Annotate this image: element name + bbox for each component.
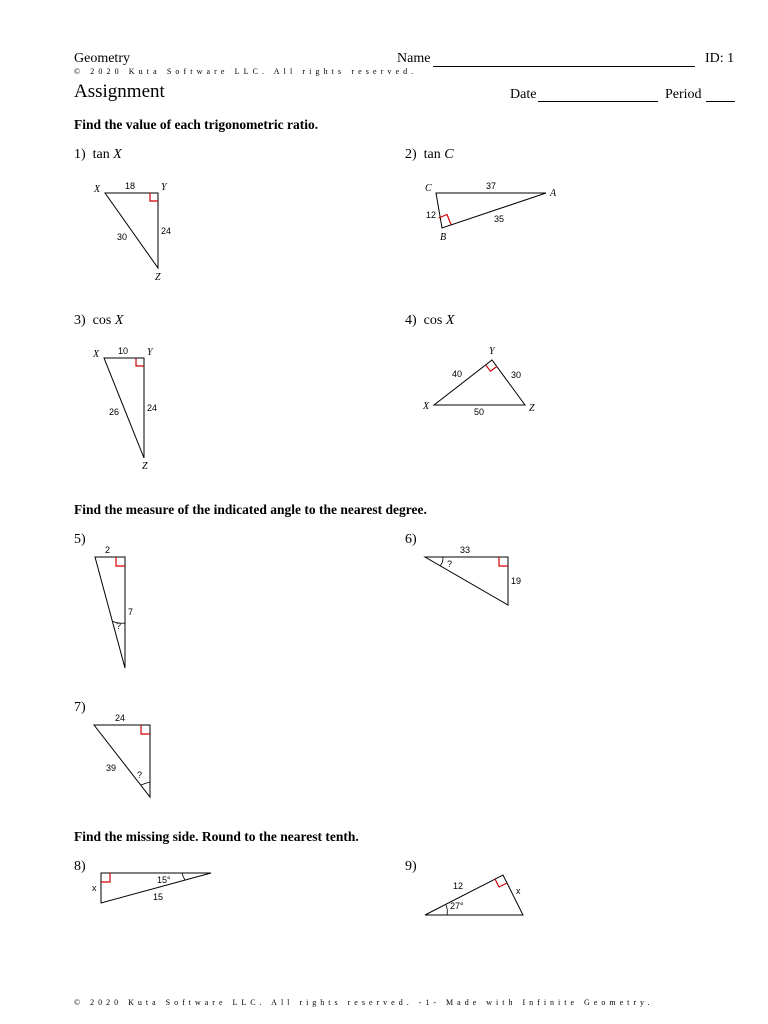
triangle-problem-3 <box>92 346 157 472</box>
vertex-label: X <box>94 184 101 195</box>
side-label-x: x <box>516 886 521 896</box>
page-title: Assignment <box>74 81 165 102</box>
vertex-label: C <box>425 183 432 194</box>
side-length: 37 <box>486 181 497 191</box>
triangle-shape <box>425 875 523 915</box>
triangle-problem-8 <box>92 873 211 903</box>
right-angle-marker <box>101 873 110 882</box>
triangle-problem-7 <box>94 713 150 797</box>
vertex-label: Z <box>155 272 161 283</box>
section-instruction-trig-ratio: Find the value of each trigonometric ratio. <box>74 117 319 132</box>
side-length: 24 <box>115 713 126 723</box>
date-label: Date <box>510 87 537 102</box>
side-length: 19 <box>511 576 522 586</box>
angle-arc <box>440 557 443 566</box>
vertex-label: Z <box>529 403 535 414</box>
side-length: 18 <box>125 181 136 191</box>
vertex-label: X <box>423 401 430 412</box>
vertex-label: X <box>93 349 100 360</box>
triangle-shape <box>95 557 125 668</box>
angle-unknown: ? <box>137 770 143 780</box>
triangle-problem-4 <box>422 346 535 417</box>
right-angle-marker <box>499 557 508 566</box>
header-copyright: © 2020 Kuta Software LLC. All rights reserved. <box>74 67 418 76</box>
angle-arc <box>182 873 185 880</box>
side-length: 50 <box>474 407 485 417</box>
side-length: 7 <box>128 607 134 617</box>
side-length: 40 <box>452 369 463 379</box>
side-length: 2 <box>105 545 111 555</box>
vertex-label: Y <box>161 182 167 193</box>
triangle-shape <box>436 193 546 228</box>
side-length: 35 <box>494 214 505 224</box>
side-length: 26 <box>109 407 120 417</box>
triangle-shape <box>105 193 158 268</box>
trig-function: tan <box>423 147 441 162</box>
footer-copyright: © 2020 Kuta Software LLC. All rights reserved. <box>74 998 413 1007</box>
side-length: 30 <box>511 370 522 380</box>
footer-made-with: Made with Infinite Geometry. <box>446 998 654 1007</box>
subject-label: Geometry <box>74 51 130 66</box>
page-number: -1- <box>418 998 441 1007</box>
right-angle-marker <box>141 725 150 734</box>
problem-7-number: 7) <box>74 700 86 715</box>
angle-unknown: ? <box>116 621 122 631</box>
side-length: 15 <box>153 892 164 902</box>
period-label: Period <box>665 87 702 102</box>
angle-variable: X <box>445 313 455 328</box>
right-angle-marker <box>116 557 125 566</box>
problem-6-number: 6) <box>405 532 417 547</box>
angle-variable: X <box>113 147 122 162</box>
triangle-problem-9 <box>425 875 523 915</box>
side-length: 39 <box>106 763 117 773</box>
problem-5-number: 5) <box>74 532 86 547</box>
side-length: 12 <box>453 881 464 891</box>
side-length: 24 <box>161 226 172 236</box>
angle-label: 27° <box>450 901 464 911</box>
triangle-problem-1 <box>93 181 171 283</box>
problem-number: 2) <box>405 147 417 162</box>
vertex-label: Y <box>147 347 153 358</box>
right-angle-marker <box>136 358 144 366</box>
id-label: ID: 1 <box>705 51 735 66</box>
triangle-shape <box>425 557 508 605</box>
section-instruction-angle: Find the measure of the indicated angle to the nearest degree. <box>74 502 427 517</box>
angle-label: 15° <box>157 875 171 885</box>
problem-number: 3) <box>74 313 86 328</box>
angle-variable: C <box>444 147 454 162</box>
triangle-problem-5 <box>95 545 133 668</box>
trig-function: cos <box>423 313 443 328</box>
triangle-problem-6 <box>425 545 521 605</box>
side-length: 10 <box>118 346 129 356</box>
right-angle-marker <box>486 365 497 371</box>
triangle-shape <box>94 725 150 797</box>
side-length: 33 <box>460 545 471 555</box>
angle-variable: X <box>114 313 124 328</box>
vertex-label: B <box>440 232 447 243</box>
angle-arc <box>446 905 447 915</box>
footer-line <box>74 998 654 1007</box>
problem-number: 4) <box>405 313 417 328</box>
problem-8-number: 8) <box>74 859 86 874</box>
side-length: 12 <box>426 210 437 220</box>
vertex-label: Z <box>142 461 148 472</box>
side-length: 24 <box>147 403 158 413</box>
angle-unknown: ? <box>447 559 453 569</box>
name-label: Name <box>397 51 431 66</box>
vertex-label: Y <box>489 346 495 357</box>
triangle-problem-2 <box>425 181 557 243</box>
side-label-x: x <box>92 883 97 893</box>
angle-arc <box>141 782 150 785</box>
triangle-shape <box>434 360 525 405</box>
trig-function: tan <box>92 147 110 162</box>
side-length: 30 <box>117 232 128 242</box>
problem-number: 1) <box>74 147 86 162</box>
vertex-label: A <box>550 188 557 199</box>
section-instruction-missing-side: Find the missing side. Round to the nearest tenth. <box>74 829 359 844</box>
problem-9-number: 9) <box>405 859 417 874</box>
right-angle-marker <box>150 193 158 201</box>
trig-function: cos <box>92 313 112 328</box>
